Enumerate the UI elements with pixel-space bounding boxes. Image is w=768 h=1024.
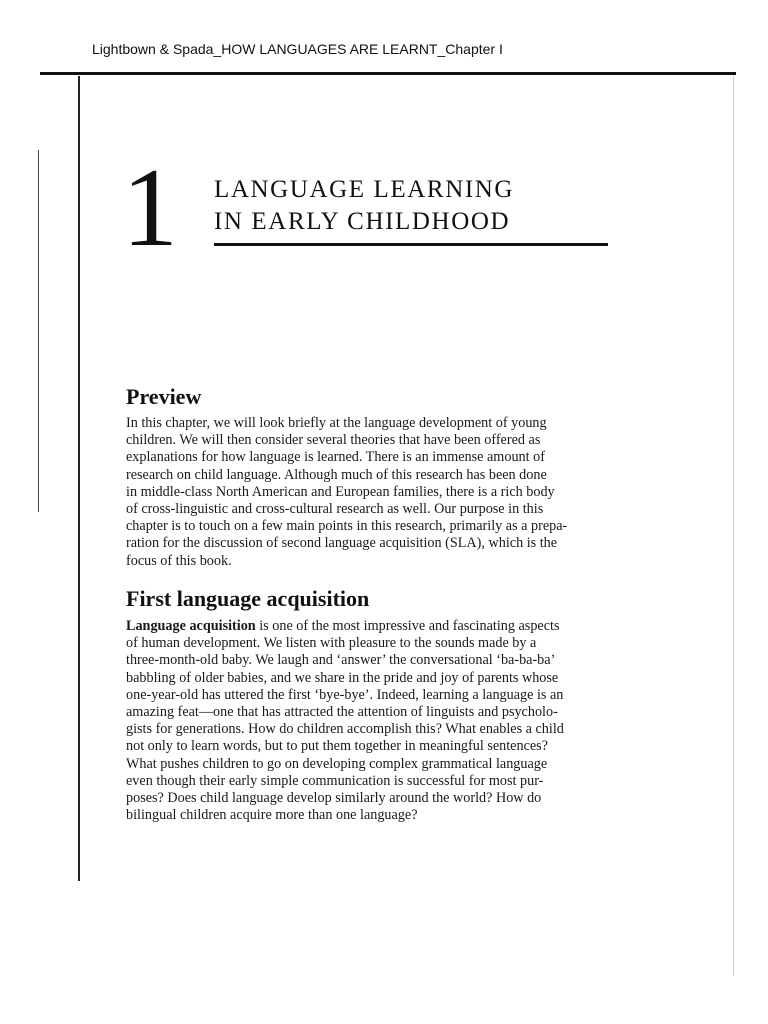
- chapter-title: [214, 174, 514, 238]
- section-heading-preview: Preview: [126, 384, 202, 409]
- text-line: gists for generations. How do children accomplish this? What enables a child: [126, 721, 564, 738]
- text-line: not only to learn words, but to put them together in meaningful sentences?: [126, 738, 548, 755]
- text-line: even though their early simple communication is successful for most pur-: [126, 772, 544, 789]
- chapter-number: 1: [122, 146, 178, 270]
- text-line: research on child language. Although much of this research has been done: [126, 466, 547, 483]
- chapter-title-rule: [214, 243, 608, 246]
- text-line: focus of this book.: [126, 552, 232, 569]
- text-line: three-month-old baby. We laugh and ‘answer’ the conversational ‘ba-ba-ba’: [126, 652, 556, 669]
- preview-paragraph: [126, 415, 616, 570]
- text-line: [126, 618, 616, 635]
- header-rule: [40, 72, 736, 75]
- text-line: What pushes children to go on developing complex grammatical language: [126, 755, 548, 772]
- text-line: in middle-class North American and European families, there is a rich body: [126, 483, 555, 500]
- text-line: of human development. We listen with pleasure to the sounds made by a: [126, 635, 537, 652]
- text-fragment: is one of the most impressive and fascinating aspects: [255, 618, 560, 634]
- text-line: children. We will then consider several theories that have been offered as: [126, 432, 541, 449]
- text-line: babbling of older babies, and we share in the pride and joy of parents whose: [126, 669, 559, 686]
- running-header: Lightbown & Spada_HOW LANGUAGES ARE LEARNT_Chapter I: [92, 41, 503, 57]
- text-line: ration for the discussion of second language acquisition (SLA), which is the: [126, 535, 558, 552]
- chapter-title-line-2: IN EARLY CHILDHOOD: [214, 208, 511, 235]
- text-line: poses? Does child language develop similarly around the world? How do: [126, 790, 542, 807]
- section-heading-first-language-acquisition: First language acquisition: [126, 586, 370, 611]
- text-line: one-year-old has uttered the first ‘bye-bye’. Indeed, learning a language is an: [126, 686, 564, 703]
- text-line: bilingual children acquire more than one language?: [126, 807, 418, 824]
- text-line: In this chapter, we will look briefly at the language development of young: [126, 415, 547, 431]
- text-line: chapter is to touch on a few main points in this research, primarily as a prepa-: [126, 518, 568, 535]
- text-line: amazing feat—one that has attracted the attention of linguists and psycholo-: [126, 704, 558, 721]
- key-term: Language acquisition: [126, 618, 256, 634]
- text-line: explanations for how language is learned. There is an immense amount of: [126, 449, 545, 466]
- text-line: of cross-linguistic and cross-cultural research as well. Our purpose in this: [126, 501, 544, 518]
- scan-edge-right: [733, 76, 734, 976]
- scan-edge-left: [78, 76, 80, 881]
- first-language-paragraph: [126, 618, 616, 824]
- scan-edge-left-outer: [38, 150, 39, 512]
- chapter-title-line-1: LANGUAGE LEARNING: [214, 176, 515, 203]
